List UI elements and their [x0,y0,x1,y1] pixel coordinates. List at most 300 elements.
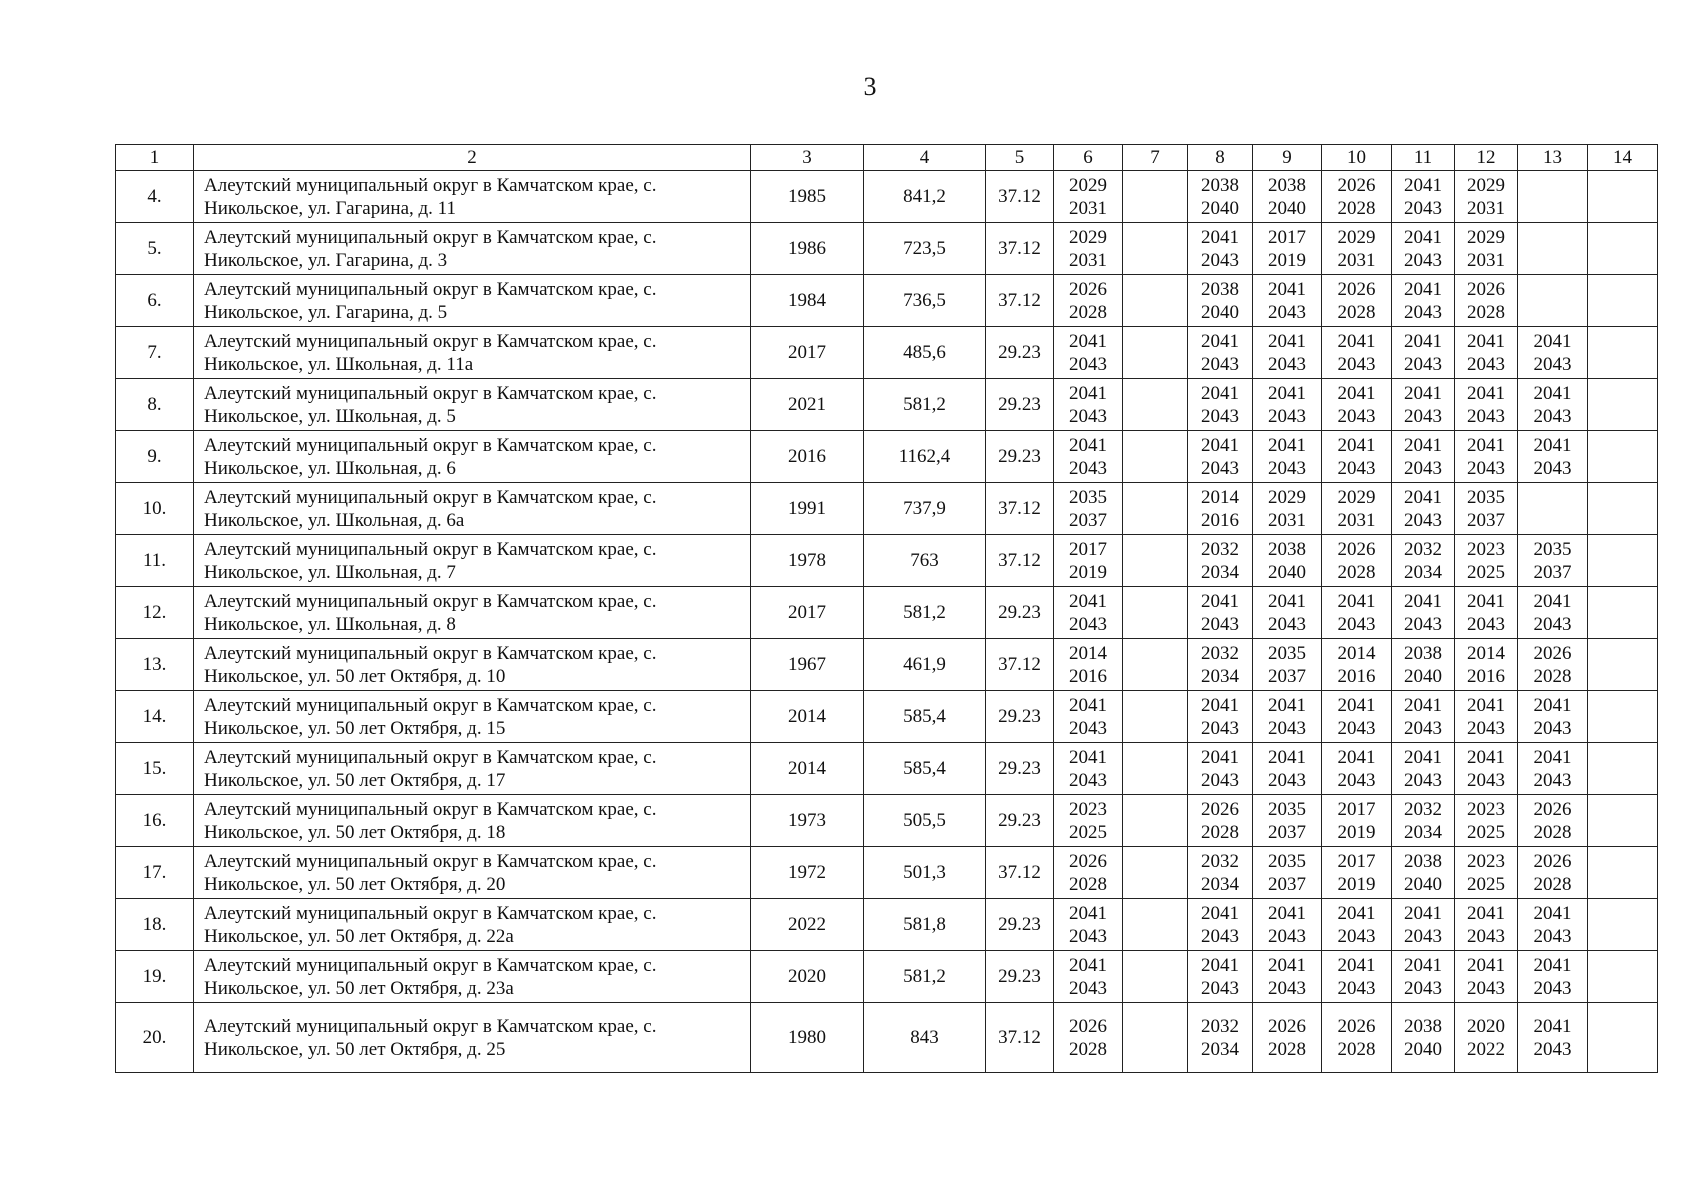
period-start-year: 2026 [1337,174,1376,196]
period-start-year: 2023 [1467,538,1505,560]
period-end-year: 2040 [1404,1038,1442,1060]
year-built-cell: 2021 [751,379,864,431]
period-end-year: 2043 [1337,717,1376,739]
area-cell: 581,8 [864,899,986,951]
period-end-year: 2037 [1533,561,1572,583]
period-cell-14 [1588,795,1658,847]
rate-cell: 29.23 [986,587,1054,639]
period-start-year: 2026 [1533,798,1572,820]
period-cell-12 [1455,275,1518,327]
address-line: Алеутский муниципальный округ в Камчатском крае, с. [204,746,657,768]
rate-cell: 37.12 [986,639,1054,691]
period-end-year: 2025 [1069,821,1107,843]
period-end-year: 2043 [1533,717,1572,739]
period-end-year: 2043 [1404,457,1442,479]
period-start-year: 2041 [1467,954,1505,976]
period-end-year: 2037 [1268,821,1306,843]
period-cell-12 [1455,223,1518,275]
period-cell-13 [1518,951,1588,1003]
period-cell-11 [1392,847,1455,899]
period-cell-10 [1322,275,1392,327]
period-end-year: 2043 [1404,301,1442,323]
table-row [116,171,1658,223]
period-start-year: 2041 [1533,434,1572,456]
address-cell [194,379,751,431]
period-start-year: 2035 [1268,798,1306,820]
period-end-year: 2043 [1069,717,1107,739]
period-start-year: 2032 [1404,538,1442,560]
period-end-year: 2034 [1201,665,1239,687]
page-number: 3 [863,72,877,101]
area-cell: 841,2 [864,171,986,223]
period-cell-13 [1518,327,1588,379]
row-number-cell: 11. [116,535,194,587]
period-end-year: 2043 [1404,353,1442,375]
period-cell-14 [1588,483,1658,535]
address-line: Никольское, ул. Гагарина, д. 11 [204,197,456,219]
period-cell-14 [1588,587,1658,639]
address-line: Алеутский муниципальный округ в Камчатском крае, с. [204,330,657,352]
period-cell-7 [1123,431,1188,483]
period-end-year: 2043 [1404,509,1442,531]
period-cell-6 [1054,951,1123,1003]
period-end-year: 2016 [1201,509,1239,531]
address-line: Алеутский муниципальный округ в Камчатском крае, с. [204,590,657,612]
period-cell-11 [1392,639,1455,691]
period-cell-10 [1322,431,1392,483]
period-end-year: 2043 [1467,977,1505,999]
period-cell-7 [1123,639,1188,691]
period-start-year: 2023 [1467,850,1505,872]
address-line: Алеутский муниципальный округ в Камчатском крае, с. [204,850,657,872]
address-line: Алеутский муниципальный округ в Камчатском крае, с. [204,174,657,196]
period-cell-9 [1253,431,1322,483]
period-start-year: 2041 [1467,382,1505,404]
period-start-year: 2041 [1069,902,1107,924]
period-cell-10 [1322,691,1392,743]
period-start-year: 2026 [1467,278,1505,300]
table-row [116,431,1658,483]
period-start-year: 2041 [1069,694,1107,716]
address-line: Алеутский муниципальный округ в Камчатском крае, с. [204,642,657,664]
period-end-year: 2043 [1467,405,1505,427]
table-row [116,587,1658,639]
year-built-cell: 2017 [751,587,864,639]
area-cell: 723,5 [864,223,986,275]
period-cell-12 [1455,691,1518,743]
period-end-year: 2037 [1069,509,1107,531]
period-end-year: 2040 [1404,873,1442,895]
period-cell-9 [1253,743,1322,795]
period-start-year: 2041 [1268,954,1306,976]
period-start-year: 2041 [1467,746,1505,768]
address-line: Алеутский муниципальный округ в Камчатском крае, с. [204,1015,657,1037]
period-cell-12 [1455,847,1518,899]
table-row [116,951,1658,1003]
period-start-year: 2026 [1337,278,1376,300]
period-cell-9 [1253,587,1322,639]
period-cell-7 [1123,483,1188,535]
period-cell-9 [1253,275,1322,327]
period-cell-8 [1188,795,1253,847]
address-line: Алеутский муниципальный округ в Камчатском крае, с. [204,226,657,248]
period-start-year: 2041 [1337,746,1376,768]
period-cell-10 [1322,587,1392,639]
column-number-header: 7 [1123,145,1188,171]
period-start-year: 2041 [1201,954,1239,976]
area-cell: 505,5 [864,795,986,847]
period-end-year: 2043 [1268,769,1306,791]
period-cell-9 [1253,535,1322,587]
address-line: Алеутский муниципальный округ в Камчатском крае, с. [204,538,657,560]
period-cell-13 [1518,795,1588,847]
period-end-year: 2031 [1069,197,1107,219]
column-number-header: 11 [1392,145,1455,171]
address-cell [194,275,751,327]
rate-cell: 29.23 [986,431,1054,483]
period-start-year: 2026 [1069,850,1107,872]
period-cell-10 [1322,223,1392,275]
period-start-year: 2041 [1201,382,1239,404]
row-number-cell: 10. [116,483,194,535]
period-cell-12 [1455,483,1518,535]
period-end-year: 2022 [1467,1038,1505,1060]
period-end-year: 2034 [1201,1038,1239,1060]
period-end-year: 2043 [1467,769,1505,791]
period-start-year: 2041 [1268,330,1306,352]
header-row [116,145,1658,171]
row-number-cell: 14. [116,691,194,743]
area-cell: 763 [864,535,986,587]
period-end-year: 2043 [1268,925,1306,947]
period-start-year: 2041 [1533,902,1572,924]
period-end-year: 2043 [1268,613,1306,635]
area-cell: 736,5 [864,275,986,327]
table-row [116,1003,1658,1073]
period-end-year: 2028 [1533,665,1572,687]
period-cell-14 [1588,951,1658,1003]
period-start-year: 2014 [1201,486,1239,508]
period-start-year: 2038 [1201,174,1239,196]
address-cell [194,743,751,795]
period-end-year: 2028 [1337,561,1376,583]
period-cell-7 [1123,951,1188,1003]
period-start-year: 2041 [1268,590,1306,612]
row-number-cell: 5. [116,223,194,275]
period-start-year: 2041 [1404,226,1442,248]
period-cell-14 [1588,847,1658,899]
period-start-year: 2041 [1201,434,1239,456]
period-end-year: 2043 [1201,977,1239,999]
period-cell-7 [1123,327,1188,379]
period-cell-13 [1518,431,1588,483]
period-start-year: 2041 [1467,434,1505,456]
period-end-year: 2028 [1337,301,1376,323]
period-end-year: 2037 [1467,509,1505,531]
period-end-year: 2043 [1069,457,1107,479]
period-end-year: 2040 [1268,197,1306,219]
column-number-header: 9 [1253,145,1322,171]
period-start-year: 2041 [1404,694,1442,716]
period-cell-13 [1518,379,1588,431]
year-built-cell: 1967 [751,639,864,691]
period-cell-8 [1188,171,1253,223]
period-cell-13 [1518,483,1588,535]
address-line: Алеутский муниципальный округ в Камчатском крае, с. [204,382,657,404]
period-cell-6 [1054,847,1123,899]
period-cell-13 [1518,275,1588,327]
period-cell-14 [1588,691,1658,743]
period-end-year: 2037 [1268,873,1306,895]
period-cell-13 [1518,587,1588,639]
address-line: Никольское, ул. 50 лет Октября, д. 20 [204,873,506,895]
period-cell-6 [1054,275,1123,327]
address-line: Никольское, ул. 50 лет Октября, д. 10 [204,665,506,687]
period-cell-8 [1188,379,1253,431]
period-start-year: 2041 [1404,902,1442,924]
area-cell: 585,4 [864,743,986,795]
rate-cell: 37.12 [986,1003,1054,1073]
period-cell-11 [1392,795,1455,847]
address-line: Алеутский муниципальный округ в Камчатском крае, с. [204,902,657,924]
period-start-year: 2026 [1069,278,1107,300]
rate-cell: 29.23 [986,327,1054,379]
address-cell [194,795,751,847]
period-cell-10 [1322,899,1392,951]
period-cell-7 [1123,1003,1188,1073]
period-end-year: 2043 [1533,925,1572,947]
period-end-year: 2043 [1337,457,1376,479]
row-number-cell: 20. [116,1003,194,1073]
address-line: Никольское, ул. Гагарина, д. 5 [204,301,448,323]
period-cell-9 [1253,795,1322,847]
year-built-cell: 1985 [751,171,864,223]
period-start-year: 2038 [1268,174,1306,196]
table-row [116,899,1658,951]
period-start-year: 2029 [1069,174,1107,196]
period-cell-10 [1322,535,1392,587]
period-start-year: 2017 [1337,850,1376,872]
period-end-year: 2043 [1268,405,1306,427]
period-end-year: 2043 [1201,457,1239,479]
period-cell-10 [1322,327,1392,379]
table-row [116,327,1658,379]
period-end-year: 2043 [1069,353,1107,375]
period-cell-12 [1455,587,1518,639]
period-start-year: 2041 [1533,954,1572,976]
rate-cell: 37.12 [986,483,1054,535]
address-line: Алеутский муниципальный округ в Камчатском крае, с. [204,486,657,508]
area-cell: 461,9 [864,639,986,691]
period-cell-9 [1253,691,1322,743]
period-cell-11 [1392,743,1455,795]
period-cell-9 [1253,327,1322,379]
period-cell-6 [1054,899,1123,951]
period-start-year: 2035 [1069,486,1107,508]
period-end-year: 2043 [1404,197,1442,219]
period-end-year: 2031 [1337,509,1376,531]
period-end-year: 2043 [1533,405,1572,427]
period-start-year: 2041 [1533,590,1572,612]
year-built-cell: 2020 [751,951,864,1003]
period-start-year: 2017 [1268,226,1306,248]
address-cell [194,431,751,483]
period-cell-9 [1253,847,1322,899]
table-row [116,223,1658,275]
period-start-year: 2029 [1467,174,1505,196]
address-cell [194,483,751,535]
period-cell-13 [1518,535,1588,587]
period-end-year: 2043 [1533,769,1572,791]
period-start-year: 2017 [1337,798,1376,820]
year-built-cell: 2014 [751,691,864,743]
row-number-cell: 16. [116,795,194,847]
period-end-year: 2043 [1533,613,1572,635]
period-end-year: 2034 [1201,873,1239,895]
period-cell-11 [1392,275,1455,327]
column-number-header: 8 [1188,145,1253,171]
period-start-year: 2041 [1467,902,1505,924]
period-end-year: 2043 [1201,769,1239,791]
period-end-year: 2037 [1268,665,1306,687]
period-cell-13 [1518,639,1588,691]
period-cell-14 [1588,275,1658,327]
address-cell [194,223,751,275]
year-built-cell: 2022 [751,899,864,951]
period-start-year: 2041 [1533,694,1572,716]
period-cell-8 [1188,847,1253,899]
rate-cell: 29.23 [986,743,1054,795]
table-row [116,847,1658,899]
period-end-year: 2019 [1069,561,1107,583]
period-start-year: 2041 [1467,590,1505,612]
table-row [116,691,1658,743]
repair-schedule-table [115,144,1658,1073]
period-cell-7 [1123,223,1188,275]
period-start-year: 2026 [1533,642,1572,664]
column-number-header: 12 [1455,145,1518,171]
period-start-year: 2041 [1201,746,1239,768]
column-number-header: 1 [116,145,194,171]
period-end-year: 2028 [1533,821,1572,843]
table-row [116,639,1658,691]
period-end-year: 2028 [1069,1038,1107,1060]
period-cell-14 [1588,1003,1658,1073]
area-cell: 581,2 [864,587,986,639]
period-cell-8 [1188,535,1253,587]
area-cell: 1162,4 [864,431,986,483]
period-end-year: 2019 [1337,821,1376,843]
period-cell-8 [1188,431,1253,483]
period-end-year: 2043 [1533,457,1572,479]
period-cell-10 [1322,951,1392,1003]
period-cell-11 [1392,223,1455,275]
period-cell-11 [1392,171,1455,223]
period-cell-10 [1322,743,1392,795]
period-cell-12 [1455,795,1518,847]
address-cell [194,587,751,639]
period-start-year: 2041 [1467,694,1505,716]
period-cell-12 [1455,899,1518,951]
period-cell-12 [1455,171,1518,223]
period-start-year: 2041 [1337,330,1376,352]
address-cell [194,951,751,1003]
period-cell-10 [1322,483,1392,535]
period-cell-8 [1188,587,1253,639]
period-start-year: 2032 [1201,1015,1239,1037]
period-end-year: 2040 [1201,301,1239,323]
column-number-header: 13 [1518,145,1588,171]
table-row [116,535,1658,587]
period-start-year: 2026 [1069,1015,1107,1037]
period-cell-11 [1392,327,1455,379]
period-start-year: 2035 [1467,486,1505,508]
period-cell-6 [1054,171,1123,223]
period-end-year: 2016 [1069,665,1107,687]
rate-cell: 29.23 [986,951,1054,1003]
period-start-year: 2041 [1201,694,1239,716]
period-cell-13 [1518,847,1588,899]
period-end-year: 2043 [1404,769,1442,791]
period-start-year: 2041 [1268,902,1306,924]
rate-cell: 37.12 [986,275,1054,327]
period-cell-6 [1054,795,1123,847]
period-cell-11 [1392,535,1455,587]
address-line: Никольское, ул. 50 лет Октября, д. 15 [204,717,506,739]
period-start-year: 2041 [1201,902,1239,924]
column-number-header: 5 [986,145,1054,171]
column-number-header: 4 [864,145,986,171]
period-end-year: 2043 [1201,405,1239,427]
area-cell: 585,4 [864,691,986,743]
period-end-year: 2043 [1069,405,1107,427]
period-start-year: 2041 [1404,382,1442,404]
rate-cell: 37.12 [986,223,1054,275]
period-cell-6 [1054,743,1123,795]
period-end-year: 2031 [1268,509,1306,531]
period-end-year: 2043 [1404,613,1442,635]
period-end-year: 2031 [1069,249,1107,271]
period-cell-7 [1123,275,1188,327]
period-cell-8 [1188,483,1253,535]
period-start-year: 2041 [1404,330,1442,352]
period-start-year: 2041 [1268,382,1306,404]
period-cell-12 [1455,327,1518,379]
column-number-header: 2 [194,145,751,171]
period-cell-13 [1518,899,1588,951]
period-end-year: 2043 [1467,613,1505,635]
period-start-year: 2038 [1404,850,1442,872]
period-cell-14 [1588,899,1658,951]
year-built-cell: 2017 [751,327,864,379]
period-cell-6 [1054,639,1123,691]
period-cell-6 [1054,483,1123,535]
period-cell-12 [1455,951,1518,1003]
period-end-year: 2028 [1467,301,1505,323]
year-built-cell: 2016 [751,431,864,483]
period-cell-12 [1455,639,1518,691]
period-end-year: 2043 [1404,249,1442,271]
period-start-year: 2029 [1268,486,1306,508]
period-end-year: 2043 [1404,405,1442,427]
period-cell-11 [1392,951,1455,1003]
period-start-year: 2038 [1404,1015,1442,1037]
year-built-cell: 1986 [751,223,864,275]
period-cell-8 [1188,691,1253,743]
period-cell-13 [1518,691,1588,743]
period-end-year: 2028 [1069,301,1107,323]
period-cell-10 [1322,1003,1392,1073]
